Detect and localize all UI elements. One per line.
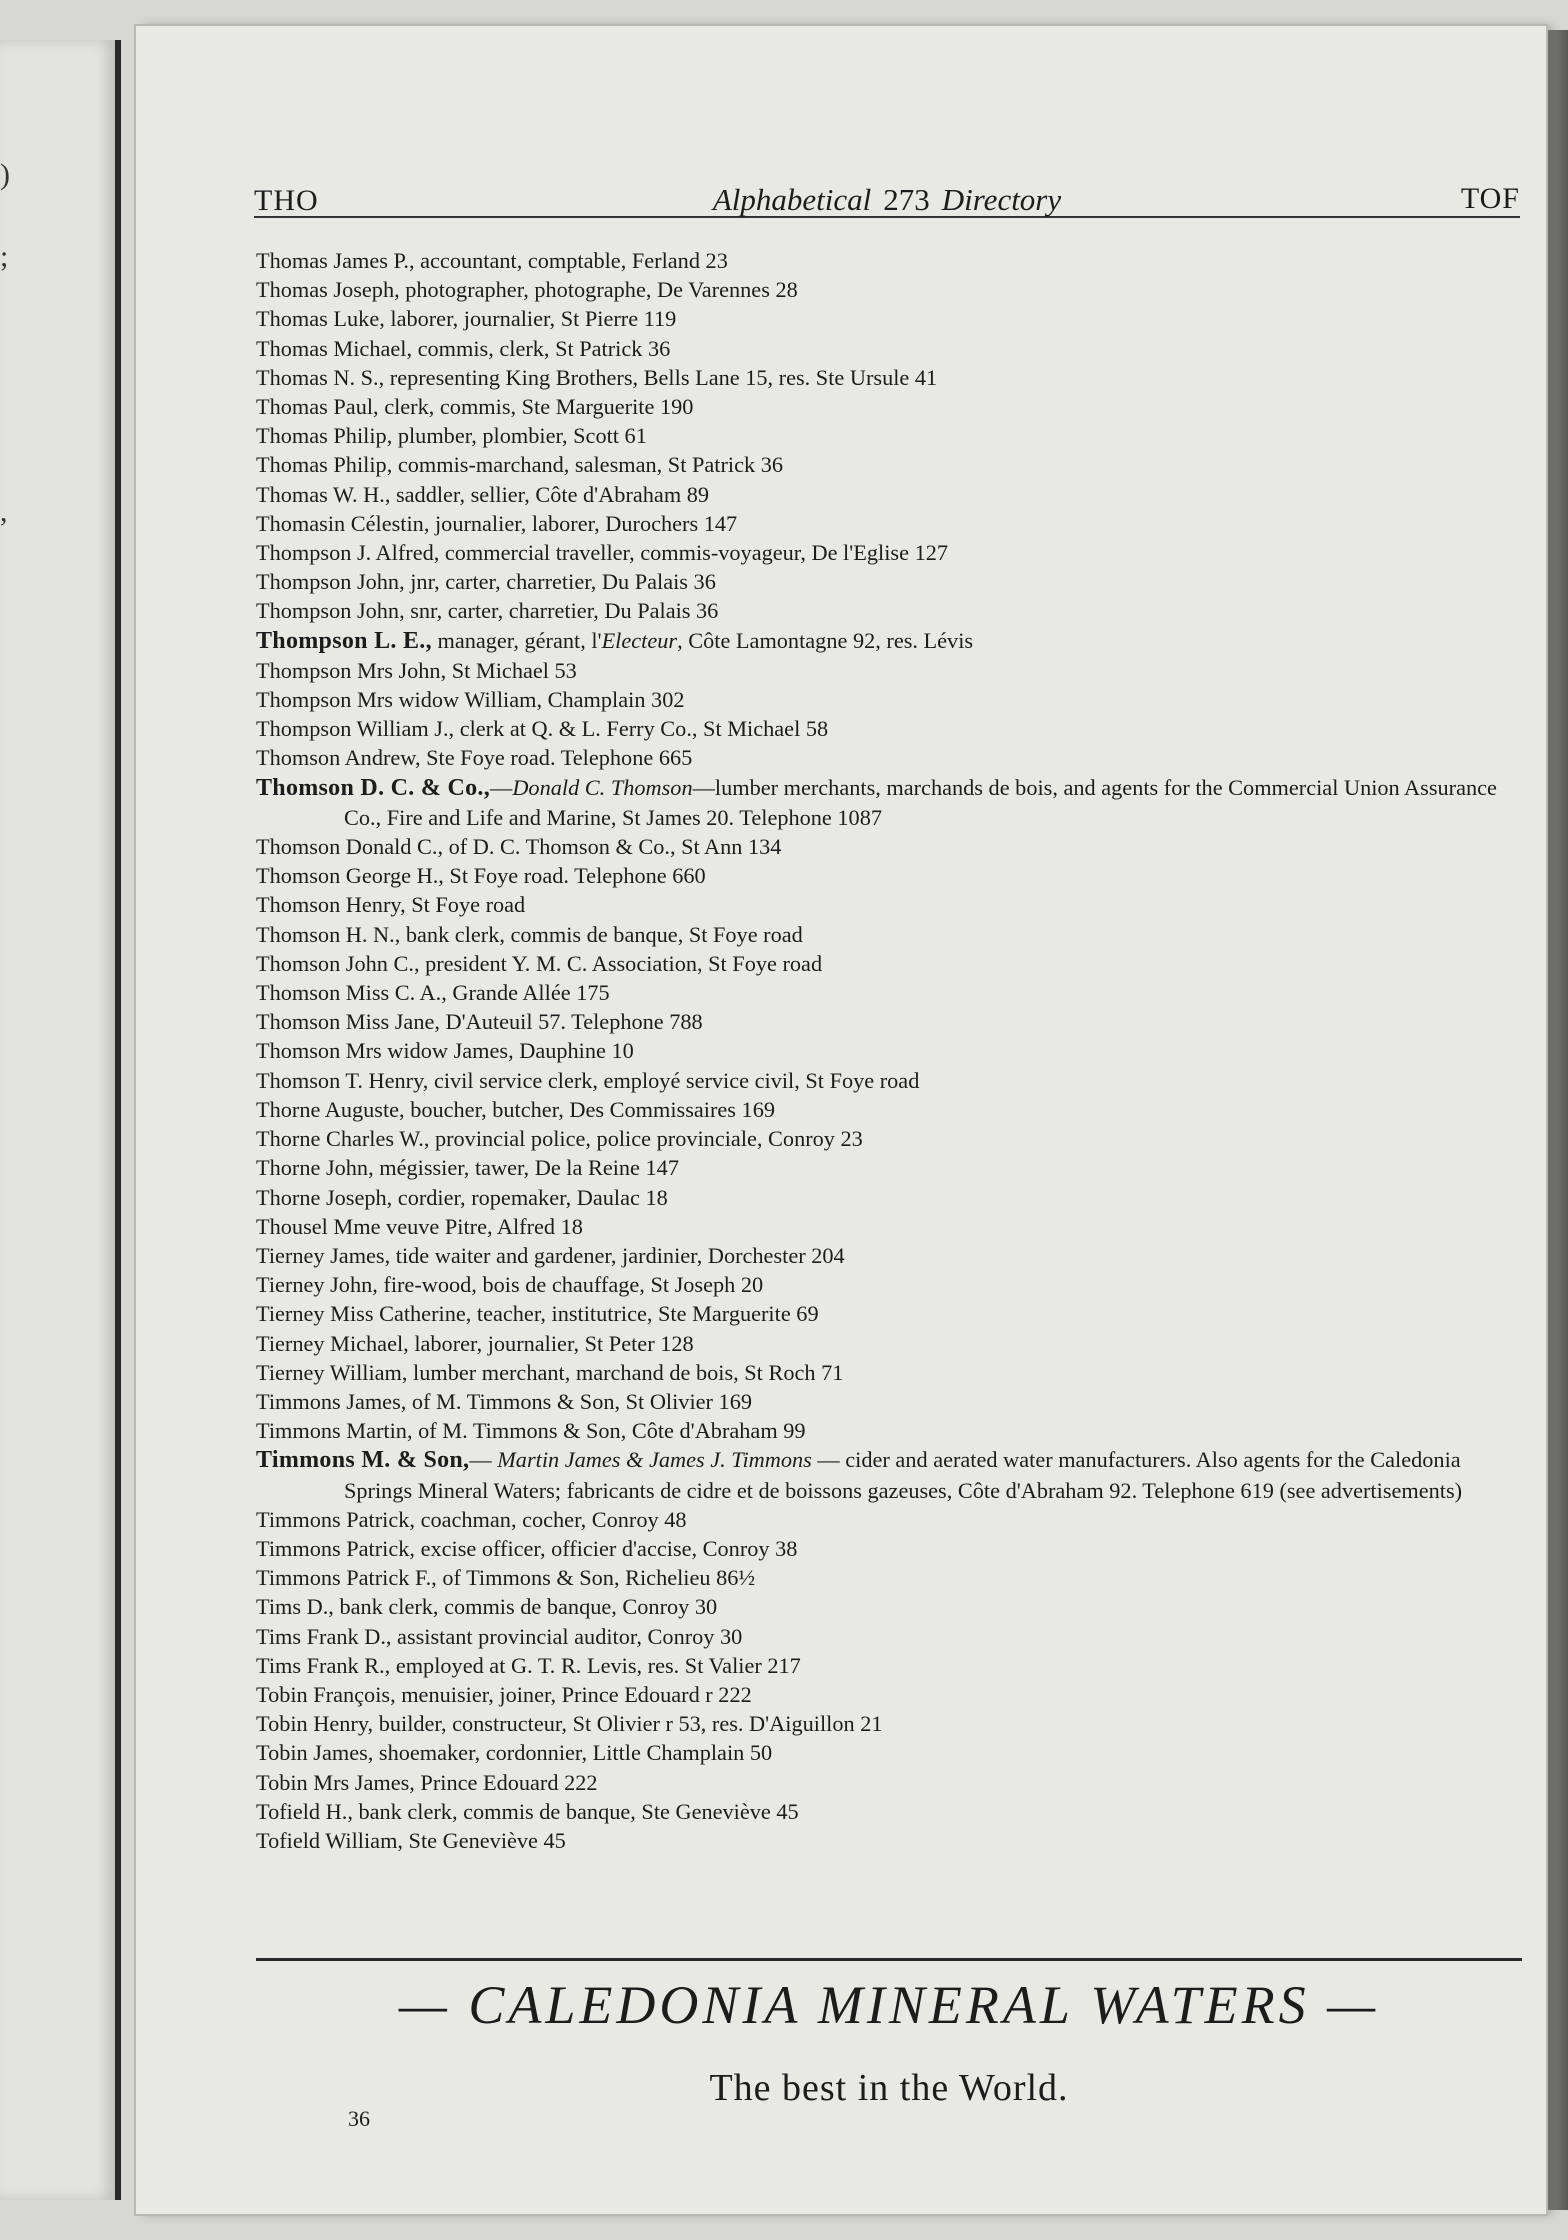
- entry-italic: Martin James & James J. Timmons: [497, 1447, 812, 1473]
- directory-entry: [256, 832, 1526, 861]
- entry-text: Thomasin Célestin, journalier, laborer, Durochers 147: [256, 510, 738, 536]
- entry-text: Thousel Mme veuve Pitre, Alfred 18: [256, 1213, 583, 1239]
- entry-text: Thomson John C., president Y. M. C. Association, St Foye road: [256, 950, 823, 976]
- header-title: [254, 182, 1520, 218]
- directory-entry: [256, 714, 1526, 743]
- directory-entries: [256, 246, 1526, 1855]
- facing-page-fragment: ;: [0, 240, 9, 273]
- entry-text: Thomson T. Henry, civil service clerk, employé service civil, St Foye road: [256, 1067, 920, 1093]
- entry-text: Tobin François, menuisier, joiner, Prince Edouard r 222: [256, 1681, 752, 1707]
- entry-text: Thorne Joseph, cordier, ropemaker, Daulac 18: [256, 1184, 668, 1210]
- directory-entry: [256, 1066, 1526, 1095]
- entry-italic: Electeur: [601, 627, 678, 653]
- entry-text: Tims D., bank clerk, commis de banque, Conroy 30: [256, 1594, 718, 1620]
- entry-text: Thomas N. S., representing King Brothers, Bells Lane 15, res. Ste Ursule 41: [256, 364, 938, 390]
- directory-entry: [256, 1826, 1526, 1855]
- directory-entry: [256, 334, 1526, 363]
- directory-entry: [256, 1183, 1526, 1212]
- directory-entry: [256, 743, 1526, 772]
- header-title-right: Directory: [941, 182, 1062, 217]
- advertisement-rule: [256, 1958, 1522, 1961]
- facing-page-fragment: ): [0, 158, 10, 191]
- directory-entry: [256, 567, 1526, 596]
- entry-italic: Donald C. Thomson: [512, 774, 693, 800]
- entry-text: Timmons Patrick F., of Timmons & Son, Richelieu 86½: [256, 1565, 756, 1591]
- directory-entry: [256, 363, 1526, 392]
- advertisement-title: — CALEDONIA MINERAL WATERS —: [398, 1975, 1380, 2035]
- directory-entry: [256, 421, 1526, 450]
- entry-name: Thomson D. C. & Co.,: [256, 774, 491, 801]
- entry-text: manager, gérant, l': [431, 627, 602, 653]
- entry-name: Timmons M. & Son,: [256, 1447, 470, 1474]
- advertisement-subtitle: The best in the World.: [709, 2067, 1069, 2109]
- entry-text: Thompson Mrs John, St Michael 53: [256, 657, 577, 683]
- directory-entry: [256, 1680, 1526, 1709]
- entry-text: Thomson Miss Jane, D'Auteuil 57. Telephone 788: [256, 1009, 703, 1035]
- entry-text: Thomson Andrew, Ste Foye road. Telephone 665: [256, 745, 693, 771]
- entry-text: Thomson H. N., bank clerk, commis de banque, St Foye road: [256, 921, 803, 947]
- directory-entry: [256, 246, 1526, 275]
- header-left-guide: THO: [254, 184, 319, 217]
- directory-entry: [256, 978, 1526, 1007]
- facing-page-edge: [0, 40, 121, 2200]
- entry-text: Thomas Michael, commis, clerk, St Patrick 36: [256, 335, 671, 361]
- entry-text: Thomas W. H., saddler, sellier, Côte d'Abraham 89: [256, 481, 710, 507]
- directory-entry: [256, 861, 1526, 890]
- directory-entry: [256, 920, 1526, 949]
- entry-text: Tierney Miss Catherine, teacher, institutrice, Ste Marguerite 69: [256, 1301, 819, 1327]
- entry-text: Thomson Donald C., of D. C. Thomson & Co., St Ann 134: [256, 834, 782, 860]
- entry-text: Thompson J. Alfred, commercial traveller, commis-voyageur, De l'Eglise 127: [256, 540, 949, 566]
- directory-entry: [256, 275, 1526, 304]
- directory-entry: [256, 1563, 1526, 1592]
- directory-entry: [256, 1768, 1526, 1797]
- facing-page-fragment: ,: [0, 495, 8, 528]
- directory-entry: [256, 1592, 1526, 1621]
- entry-name: Thompson L. E.,: [256, 627, 432, 654]
- entry-text: Thompson William J., clerk at Q. & L. Ferry Co., St Michael 58: [256, 716, 829, 742]
- directory-entry: [256, 1124, 1526, 1153]
- directory-entry: [256, 392, 1526, 421]
- entry-text: Tofield H., bank clerk, commis de banque, Ste Geneviève 45: [256, 1798, 799, 1824]
- directory-entry: [256, 480, 1526, 509]
- entry-text: —: [469, 1447, 498, 1473]
- entry-text: Thomas Joseph, photographer, photographe, De Varennes 28: [256, 277, 798, 303]
- page-header: [254, 156, 1520, 218]
- directory-entry: [256, 1534, 1526, 1563]
- entry-text: Thomson Henry, St Foye road: [256, 892, 526, 918]
- directory-entry: [256, 1153, 1526, 1182]
- entry-text: Tierney Michael, laborer, journalier, St Peter 128: [256, 1330, 694, 1356]
- directory-entry: [256, 450, 1526, 479]
- header-title-left: Alphabetical: [712, 182, 872, 217]
- entry-text: Thorne Auguste, boucher, butcher, Des Commissaires 169: [256, 1096, 775, 1122]
- directory-entry: [256, 538, 1526, 567]
- entry-text: Thomas Paul, clerk, commis, Ste Marguerite 190: [256, 394, 694, 420]
- entry-text: Tierney William, lumber merchant, marchand de bois, St Roch 71: [256, 1359, 844, 1385]
- directory-entry: [256, 304, 1526, 333]
- entry-text: Timmons James, of M. Timmons & Son, St Olivier 169: [256, 1388, 752, 1414]
- directory-entry: [256, 1212, 1526, 1241]
- signature-mark: 36: [348, 2106, 370, 2131]
- directory-entry: [256, 890, 1526, 919]
- entry-text: Thorne Charles W., provincial police, police provinciale, Conroy 23: [256, 1126, 863, 1152]
- directory-entry: [256, 1505, 1526, 1534]
- directory-entry: [256, 1095, 1526, 1124]
- entry-text: Tobin Mrs James, Prince Edouard 222: [256, 1769, 598, 1795]
- entry-text: Timmons Patrick, excise officer, officier d'accise, Conroy 38: [256, 1535, 798, 1561]
- entry-text: Tierney James, tide waiter and gardener, jardinier, Dorchester 204: [256, 1242, 845, 1268]
- entry-text: Timmons Martin, of M. Timmons & Son, Côte d'Abraham 99: [256, 1418, 806, 1444]
- entry-text: Thorne John, mégissier, tawer, De la Reine 147: [256, 1155, 679, 1181]
- directory-entry: [256, 1738, 1526, 1767]
- directory-entry: [256, 626, 1526, 656]
- directory-entry: [256, 1797, 1526, 1826]
- directory-entry: [256, 1651, 1526, 1680]
- entry-text: Tofield William, Ste Geneviève 45: [256, 1827, 566, 1853]
- entry-text: Tierney John, fire-wood, bois de chauffage, St Joseph 20: [256, 1272, 764, 1298]
- entry-text: Tobin Henry, builder, constructeur, St Olivier r 53, res. D'Aiguillon 21: [256, 1711, 883, 1737]
- directory-entry: [256, 1358, 1526, 1387]
- page-number: 273: [883, 182, 930, 217]
- directory-entry: [256, 1036, 1526, 1065]
- entry-text: Thomas Luke, laborer, journalier, St Pierre 119: [256, 306, 677, 332]
- directory-entry: [256, 1007, 1526, 1036]
- entry-text: Thomson Mrs widow James, Dauphine 10: [256, 1038, 634, 1064]
- directory-entry: [256, 1445, 1526, 1504]
- entry-text: Tims Frank D., assistant provincial auditor, Conroy 30: [256, 1623, 743, 1649]
- entry-text: Thomas Philip, plumber, plombier, Scott 61: [256, 423, 647, 449]
- entry-text: Thomas James P., accountant, comptable, Ferland 23: [256, 248, 728, 273]
- directory-entry: [256, 1270, 1526, 1299]
- entry-text: Timmons Patrick, coachman, cocher, Conroy 48: [256, 1506, 687, 1532]
- directory-entry: [256, 1622, 1526, 1651]
- entry-text: Thomas Philip, commis-marchand, salesman, St Patrick 36: [256, 452, 783, 478]
- entry-text: Thompson Mrs widow William, Champlain 302: [256, 687, 685, 713]
- entry-text: Tims Frank R., employed at G. T. R. Levis, res. St Valier 217: [256, 1652, 801, 1678]
- directory-entry: [256, 1416, 1526, 1445]
- directory-entry: [256, 773, 1526, 832]
- directory-entry: [256, 1241, 1526, 1270]
- entry-text: Thompson John, jnr, carter, charretier, Du Palais 36: [256, 569, 716, 595]
- directory-entry: [256, 1387, 1526, 1416]
- entry-text: —lumber merchants, marchands de bois, and agents for the Commercial Union Assurance Co., Fire and Life and Marine, St James 20. Telephone 1087: [344, 774, 1497, 830]
- entry-text: Thompson John, snr, carter, charretier, Du Palais 36: [256, 598, 719, 624]
- entry-text: , Côte Lamontagne 92, res. Lévis: [677, 627, 974, 653]
- entry-text: — cider and aerated water manufacturers. Also agents for the Caledonia Springs Mineral Waters; fabricants de cidre et de boissons gazeuses, Côte d'Abraham 92. Telephone 619 (see advertisements): [344, 1447, 1463, 1503]
- entry-text: —: [490, 774, 513, 800]
- header-right-guide: TOF: [1460, 182, 1520, 215]
- directory-entry: [256, 685, 1526, 714]
- directory-entry: [256, 509, 1526, 538]
- directory-entry: [256, 1329, 1526, 1358]
- directory-page: [136, 26, 1546, 2214]
- directory-entry: [256, 1709, 1526, 1738]
- directory-entry: [256, 596, 1526, 625]
- entry-text: Thomson George H., St Foye road. Telephone 660: [256, 863, 706, 889]
- entry-text: Tobin James, shoemaker, cordonnier, Little Champlain 50: [256, 1740, 773, 1766]
- directory-entry: [256, 1299, 1526, 1328]
- entry-text: Thomson Miss C. A., Grande Allée 175: [256, 980, 610, 1006]
- directory-entry: [256, 949, 1526, 978]
- directory-entry: [256, 656, 1526, 685]
